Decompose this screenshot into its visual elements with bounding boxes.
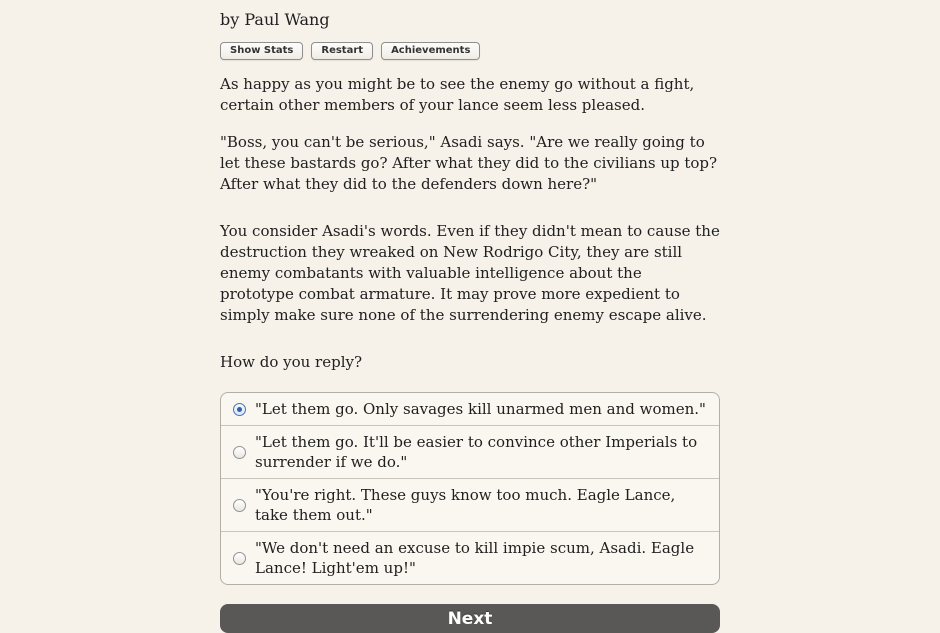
- radio-button-icon[interactable]: [233, 499, 246, 512]
- story-paragraph: You consider Asadi's words. Even if they didn't mean to cause the destruction they wreaked on New Rodrigo City, they are still enemy combatants with valuable intelligence about the prototype combat armature. It may prove more expedient to simply make sure none of the surrendering enemy escape alive.: [220, 222, 720, 325]
- choice-label: "Let them go. Only savages kill unarmed men and women.": [255, 400, 706, 419]
- show-stats-button[interactable]: Show Stats: [220, 42, 303, 60]
- choice-row-1[interactable]: [221, 425, 719, 478]
- restart-button[interactable]: Restart: [311, 42, 373, 60]
- choice-list: [220, 392, 720, 585]
- story-question: How do you reply?: [220, 353, 363, 372]
- story-text: [220, 74, 720, 373]
- byline: by Paul Wang: [220, 10, 330, 29]
- next-button[interactable]: Next: [220, 604, 720, 633]
- choice-row-0[interactable]: [221, 393, 719, 425]
- story-paragraph: "Boss, you can't be serious," Asadi says. "Are we really going to let these bastards go? After what they did to the civilians up top? After what they did to the defenders down here?": [220, 133, 718, 194]
- choice-row-3[interactable]: [221, 531, 719, 584]
- story-page: [220, 0, 720, 633]
- achievements-button[interactable]: Achievements: [381, 42, 480, 60]
- story-paragraph: As happy as you might be to see the enemy go without a fight, certain other members of your lance seem less pleased.: [220, 75, 695, 115]
- choice-label: "Let them go. It'll be easier to convince other Imperials to surrender if we do.": [255, 433, 698, 472]
- radio-button-icon[interactable]: [233, 403, 246, 416]
- radio-button-icon[interactable]: [233, 446, 246, 459]
- toolbar: [220, 42, 720, 60]
- choice-label: "You're right. These guys know too much. Eagle Lance, take them out.": [255, 486, 676, 525]
- choice-row-2[interactable]: [221, 478, 719, 531]
- choice-label: "We don't need an excuse to kill impie scum, Asadi. Eagle Lance! Light'em up!": [255, 539, 695, 578]
- radio-button-icon[interactable]: [233, 552, 246, 565]
